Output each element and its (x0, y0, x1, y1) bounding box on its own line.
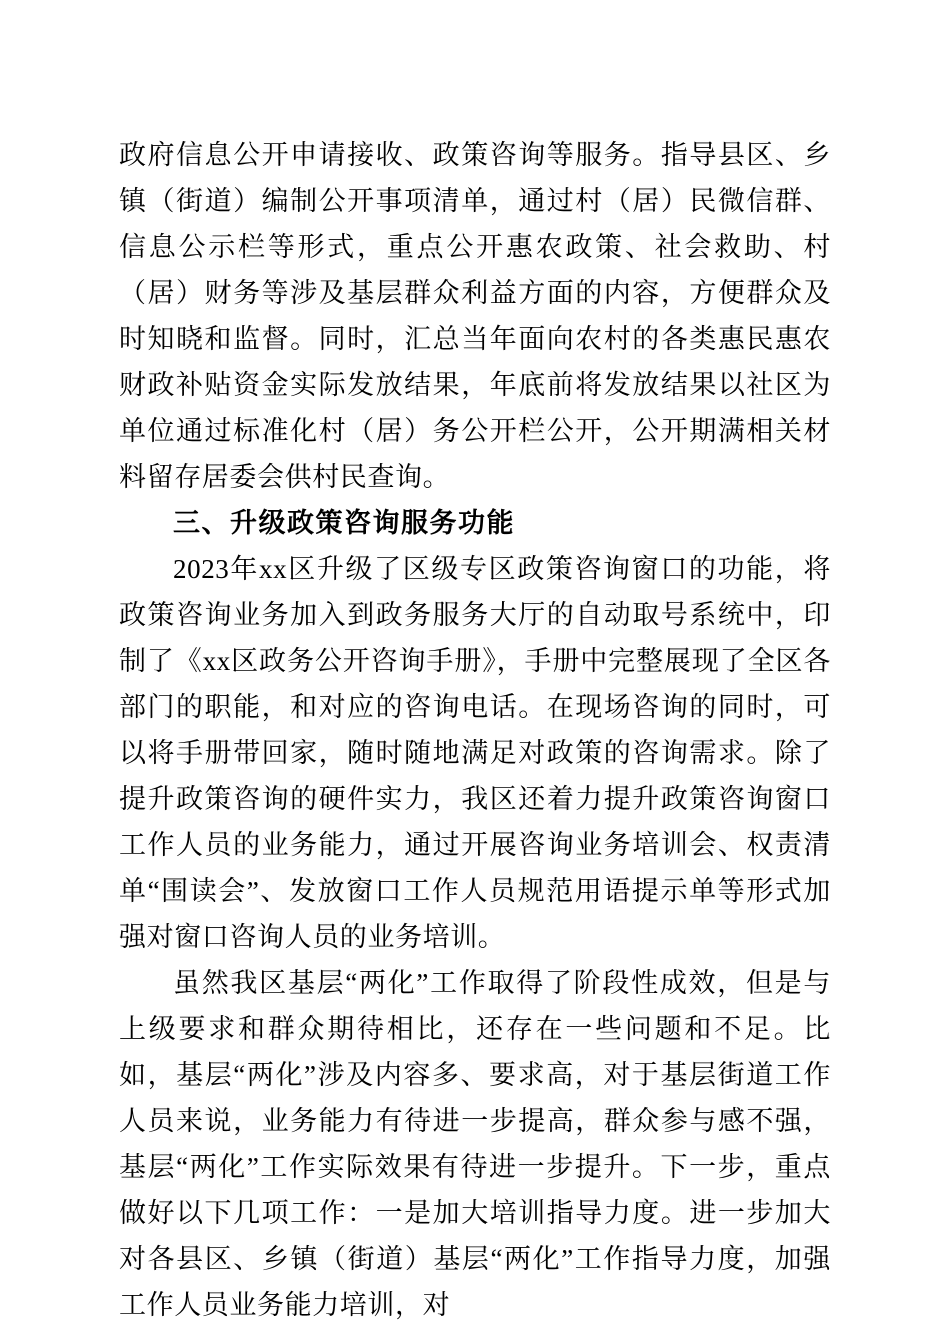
paragraph: 政府信息公开申请接收、政策咨询等服务。指导县区、乡镇（街道）编制公开事项清单，通过村（居）民微信群、信息公示栏等形式，重点公开惠农政策、社会救助、村（居）财务等涉及基层群众利益方面的内容，方便群众及时知晓和监督。同时，汇总当年面向农村的各类惠民惠农财政补贴资金实际发放结果，年底前将发放结果以社区为单位通过标准化村（居）务公开栏公开，公开期满相关材料留存居委会供村民查询。 (119, 140, 831, 492)
paragraph: 2023年xx区升级了区级专区政策咨询窗口的功能，将政策咨询业务加入到政务服务大厅的自动取号系统中，印制了《xx区政务公开咨询手册》，手册中完整展现了全区各部门的职能，和对应的咨询电话。在现场咨询的同时，可以将手册带回家，随时随地满足对政策的咨询需求。除了提升政策咨询的硬件实力，我区还着力提升政策咨询窗口工作人员的业务能力，通过开展咨询业务培训会、权责清单“围读会”、发放窗口工作人员规范用语提示单等形式加强对窗口咨询人员的业务培训。 (119, 554, 831, 952)
paragraph: 虽然我区基层“两化”工作取得了阶段性成效，但是与上级要求和群众期待相比，还存在一些问题和不足。比如，基层“两化”涉及内容多、要求高，对于基层街道工作人员来说，业务能力有待进一步提高，群众参与感不强，基层“两化”工作实际效果有待进一步提升。下一步，重点做好以下几项工作：一是加大培训指导力度。进一步加大对各县区、乡镇（街道）基层“两化”工作指导力度，加强工作人员业务能力培训，对 (119, 968, 831, 1320)
document-body (119, 132, 831, 1328)
section-heading: 三、升级政策咨询服务功能 (173, 508, 515, 538)
